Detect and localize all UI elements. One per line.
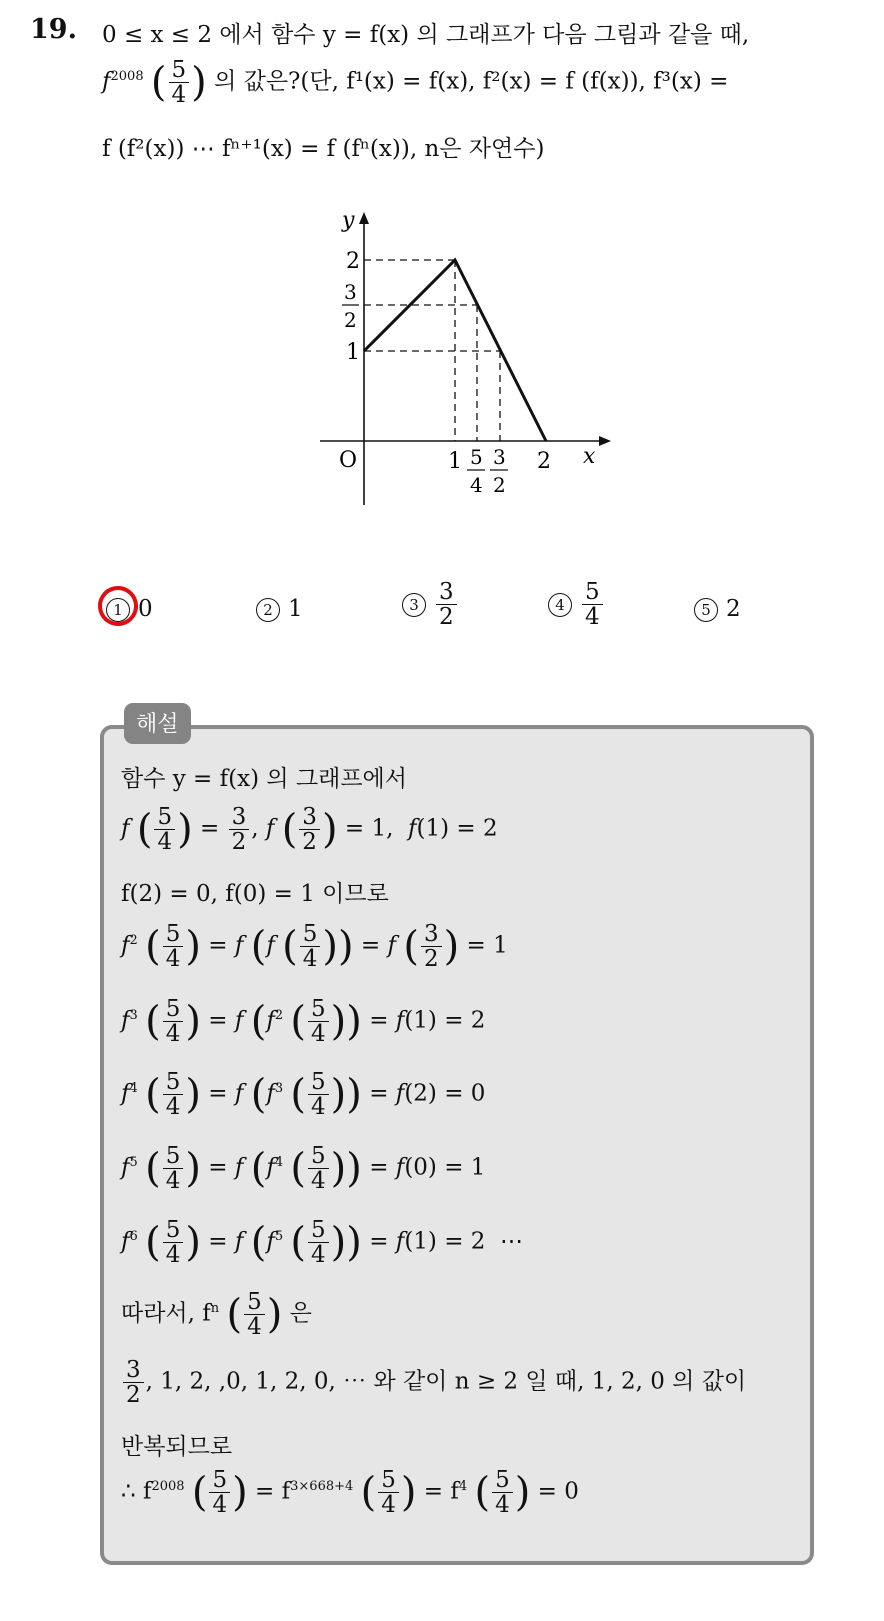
solution-line-12: ∴ $f^{2008}$ ( $\frac{5}{4}$ ) = $f^{3\times 668+4}$ ( $\frac{5}{4}$ ) = $f^4$ ( $\frac{5}{4}$ ) = 0 [121, 1467, 579, 1519]
y-axis-arrow-icon [359, 212, 369, 224]
solution-line-7: $f^5$ ( $\frac{5}{4}$ ) = f ($f^4$ ( $\frac{5}{4}$ )) = f(0) = 1 [121, 1143, 486, 1195]
y-tick-3-num: 3 [344, 280, 357, 304]
function-graph [315, 200, 625, 510]
solution-line-6: $f^4$ ( $\frac{5}{4}$ ) = f ($f^3$ ( $\frac{5}{4}$ )) = f(2) = 0 [121, 1069, 486, 1121]
choice-1-number: 1 [106, 598, 130, 622]
x-tick-1: 1 [448, 449, 462, 474]
x-label: x [583, 444, 596, 469]
question-line-1: 0 ≤ x ≤ 2 에서 함수 y = f(x) 의 그래프가 다음 그림과 같을 때, [102, 22, 750, 48]
choice-4-value: $\frac{5}{4}$ [582, 580, 603, 629]
solution-line-3: f(2) = 0, f(0) = 1 이므로 [121, 881, 389, 907]
solution-line-11: 반복되므로 [121, 1434, 233, 1460]
solution-line-2: f ( $\frac{5}{4}$ ) = $\frac{3}{2}$ , f ( $\frac{3}{2}$ ) = 1, f(1) = 2 [121, 804, 498, 856]
solution-line-4: $f^2$ ( $\frac{5}{4}$ ) = f (f ( $\frac{5}{4}$ )) = f ( $\frac{3}{2}$ ) = 1 [121, 921, 508, 973]
x-tick-2: 2 [537, 449, 551, 474]
question-number: 19. [30, 14, 77, 45]
choice-5-number: 5 [694, 598, 718, 622]
choice-1-value: 0 [138, 596, 153, 622]
question-line-2: $f^{2008}$ ( $\frac{5}{4}$ ) 의 값은?(단, f¹(x) = f(x), f²(x) = f (f(x)), f³(x) = [102, 57, 729, 109]
fraction: $\frac{5}{4}$ [169, 58, 190, 107]
f-symbol: f [102, 68, 111, 95]
question-line-3: f (f²(x)) ⋯ fⁿ⁺¹(x) = f (fⁿ(x)), n은 자연수) [102, 136, 545, 162]
choice-4-number: 4 [548, 593, 572, 617]
origin-label: O [339, 448, 358, 473]
choice-5[interactable] [694, 596, 741, 622]
solution-tag: 해설 [124, 703, 191, 744]
solution-line-1: 함수 y = f(x) 의 그래프에서 [121, 766, 407, 792]
x-tick-3-num: 3 [493, 445, 506, 469]
x-axis-arrow-icon [599, 436, 611, 446]
choice-2-value: 1 [288, 596, 303, 622]
choice-3[interactable] [402, 580, 459, 629]
answer-mark-icon [94, 582, 141, 629]
y-label: y [342, 208, 355, 233]
choice-4[interactable] [548, 580, 605, 629]
choice-2[interactable] [256, 596, 303, 622]
y-tick-1: 1 [346, 340, 360, 365]
question-line-2-text: 의 값은?(단, f¹(x) = f(x), f²(x) = f (f(x)), f³(x) = [214, 68, 729, 95]
solution-line-9: 따라서, $f^n$ ( $\frac{5}{4}$ ) 은 [121, 1289, 312, 1341]
choice-3-number: 3 [402, 593, 426, 617]
choice-2-number: 2 [256, 598, 280, 622]
y-tick-3-den: 2 [344, 308, 357, 332]
x-tick-5-den: 4 [470, 473, 483, 497]
choice-3-value: $\frac{3}{2}$ [436, 580, 457, 629]
exponent: 2008 [110, 68, 144, 84]
x-tick-3-den: 2 [493, 473, 506, 497]
solution-line-5: $f^3$ ( $\frac{5}{4}$ ) = f ($f^2$ ( $\frac{5}{4}$ )) = f(1) = 2 [121, 996, 486, 1048]
solution-line-10: $\frac{3}{2}$ , 1, 2, ,0, 1, 2, 0, ⋯ 와 같이 n ≥ 2 일 때, 1, 2, 0 의 값이 [121, 1358, 746, 1407]
solution-line-8: $f^6$ ( $\frac{5}{4}$ ) = f ($f^5$ ( $\frac{5}{4}$ )) = f(1) = 2 ⋯ [121, 1217, 524, 1269]
y-tick-2: 2 [346, 249, 360, 274]
guide-lines [364, 260, 500, 441]
choice-5-value: 2 [726, 596, 741, 622]
x-tick-5-num: 5 [470, 445, 483, 469]
